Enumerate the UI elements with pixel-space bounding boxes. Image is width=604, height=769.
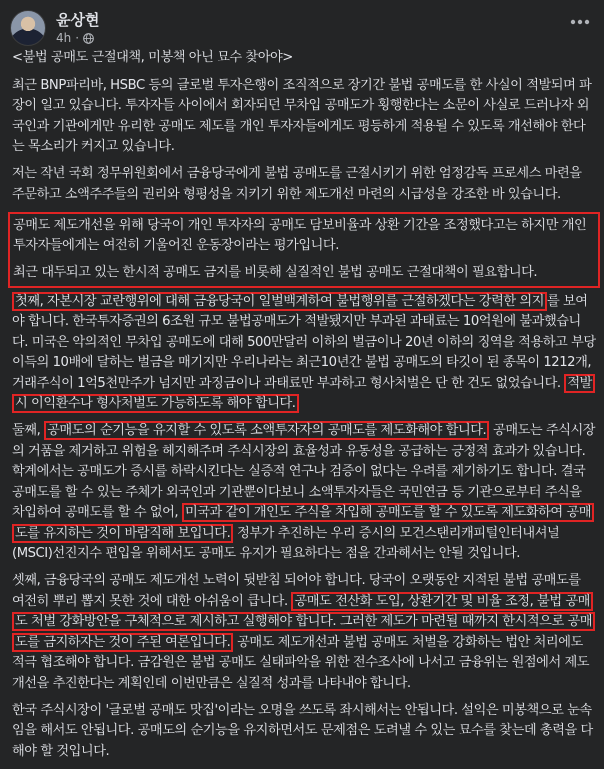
paragraph-second-point xyxy=(12,421,596,565)
highlight-box xyxy=(8,212,600,288)
author-name[interactable]: 윤상현 xyxy=(56,10,100,29)
highlight-second-point-proposal: 미국과 같이 개인도 주식을 차입해 공매도를 할 수 있도록 제도화하여 공매도를 유지하는 것이 바람직해 보입니다. xyxy=(12,503,594,543)
third-point-closing: 공매도 제도개선과 불법 공매도 처벌을 강화하는 법안 처리에도 적극 협조해야 합니다. 금감원은 불법 공매도 실태파악을 위한 전수조사에 나서고 금융위는 원점에서 제도개선을 추진한다는 계획인데 이번만큼은 실질적 성과를 나타내야 합니다. xyxy=(12,634,590,691)
globe-icon[interactable] xyxy=(83,32,94,43)
separator-dot: · xyxy=(75,30,80,45)
paragraph-3: 공매도 제도개선을 위해 당국이 개인 투자자의 공매도 담보비율과 상환 기간을 조정했다고는 하지만 개인투자자들에게는 여전히 기울어진 운동장이라는 평가입니다. xyxy=(13,217,587,253)
highlight-second-point-claim: 공매도의 순기능을 유지할 수 있도록 소액투자자의 공매도를 제도화해야 합니다. xyxy=(44,421,489,440)
second-point-closing: 정부가 추진하는 우리 증시의 모건스탠리캐피털인터내셔널(MSCI)선진지수 편입을 위해서도 공매도 유지가 필요하다는 점을 간과해서는 안될 것입니다. xyxy=(12,525,560,561)
second-point-label: 둘째, xyxy=(12,423,41,438)
highlight-third-point-proposal: 공매도 전산화 도입, 상환기간 및 비율 조정, 불법 공매도 처벌 강화방안을 구체적으로 제시하고 실행해야 합니다. 그러한 제도가 마련될 때까지 한시적으로 공매도를 금지하자는 것이 주된 여론입니다. xyxy=(12,592,595,652)
highlight-first-point-intro: 첫째, 자본시장 교란행위에 대해 금융당국이 일벌백계하여 불법행위를 근절하겠다는 강력한 의지 xyxy=(12,292,547,311)
post-meta xyxy=(56,11,99,46)
paragraph-first-point xyxy=(12,292,596,415)
paragraph-1: 최근 BNP파리바, HSBC 등의 글로벌 투자은행이 조직적으로 장기간 불법 공매도를 한 사실이 적발되며 파장이 일고 있습니다. 투자자들 사이에서 회자되던 무차입 공매도가 횡행한다는 소문이 사실로 드러나자 외국인과 기관에게만 유리한 공매도 제도를 개인 투자자들에게도 평등하게 적용될 수 있도록 개선해야 한다는 목소리가 커지고 있습니다. xyxy=(12,77,592,154)
post-body xyxy=(12,48,596,769)
paragraph-conclusion: 한국 주식시장이 '글로벌 공매도 맛집'이라는 오명을 쓰도록 좌시해서는 안됩니다. 설익은 미봉책으로 눈속임을 해서도 안됩니다. 공매도의 순기능을 유지하면서도 문제점은 도려낼 수 있는 묘수를 찾는데 총력을 다해야 할 것입니다. xyxy=(12,702,593,759)
post-subline xyxy=(56,30,99,46)
avatar[interactable] xyxy=(10,10,46,46)
paragraph-third-point xyxy=(12,571,596,694)
post-header xyxy=(10,10,99,46)
more-options-icon[interactable] xyxy=(568,12,592,32)
highlight-first-point-conclusion: 적발시 이익환수나 형사처벌도 가능하도록 해야 합니다. xyxy=(12,374,595,414)
post-time[interactable]: 4h xyxy=(56,30,72,45)
second-point-body: 공매도는 주식시장의 거품을 제거하고 위험을 헤지해주며 주식시장의 효율성과 유동성을 공급하는 긍정적 효과가 있습니다. 학계에서는 공매도가 증시를 하락시킨다는 실증적 연구나 검증이 없다는 우려를 제기하기도 합니다. 결국 공매도를 할 수 있는 주체가 외국인과 기관뿐이다보니 소액투자자들은 국민연금 등 기관으로부터 주식을 차입하여 공매도를 할 수 없어, xyxy=(12,423,596,520)
paragraph-4: 최근 대두되고 있는 한시적 공매도 금지를 비롯해 실질적인 불법 공매도 근절대책이 필요합니다. xyxy=(13,265,538,280)
paragraph-2: 저는 작년 국회 정무위원회에서 금융당국에게 불법 공매도를 근절시키기 위한 엄정감독 프로세스 마련을 주문하고 소액주주들의 권리와 형평성을 지키기 위한 제도개선 마련의 시급성을 강조한 바 있습니다. xyxy=(12,166,582,202)
post-title: <불법 공매도 근절대책, 미봉책 아닌 묘수 찾아야> xyxy=(12,50,293,65)
first-point-body: 를 보여야 합니다. 한국투자증권의 6조원 규모 불법공매도가 적발됐지만 부과된 과태료는 10억원에 불과했습니다. 미국은 악의적인 무차입 공매도에 대해 500만달러 이하의 벌금이나 20년 이하의 징역을 적용하고 부당이득의 10배에 달하는 벌금을 매기지만 우리나라는 최근10년간 불법 공매도의 타깃이 된 종목이 1212개, 거래주식이 1억5천만주가 넘지만 과징금이나 과태료만 부과하고 형사처벌은 단 한 건도 없었습니다. xyxy=(12,293,596,391)
third-point-body: 셋째, 금융당국의 공매도 제도개선 노력이 뒷받침 되어야 합니다. 당국이 오랫동안 지적된 불법 공매도를 여전히 뿌리 뽑지 못한 것에 대한 아쉬움이 큽니다. xyxy=(12,573,581,609)
